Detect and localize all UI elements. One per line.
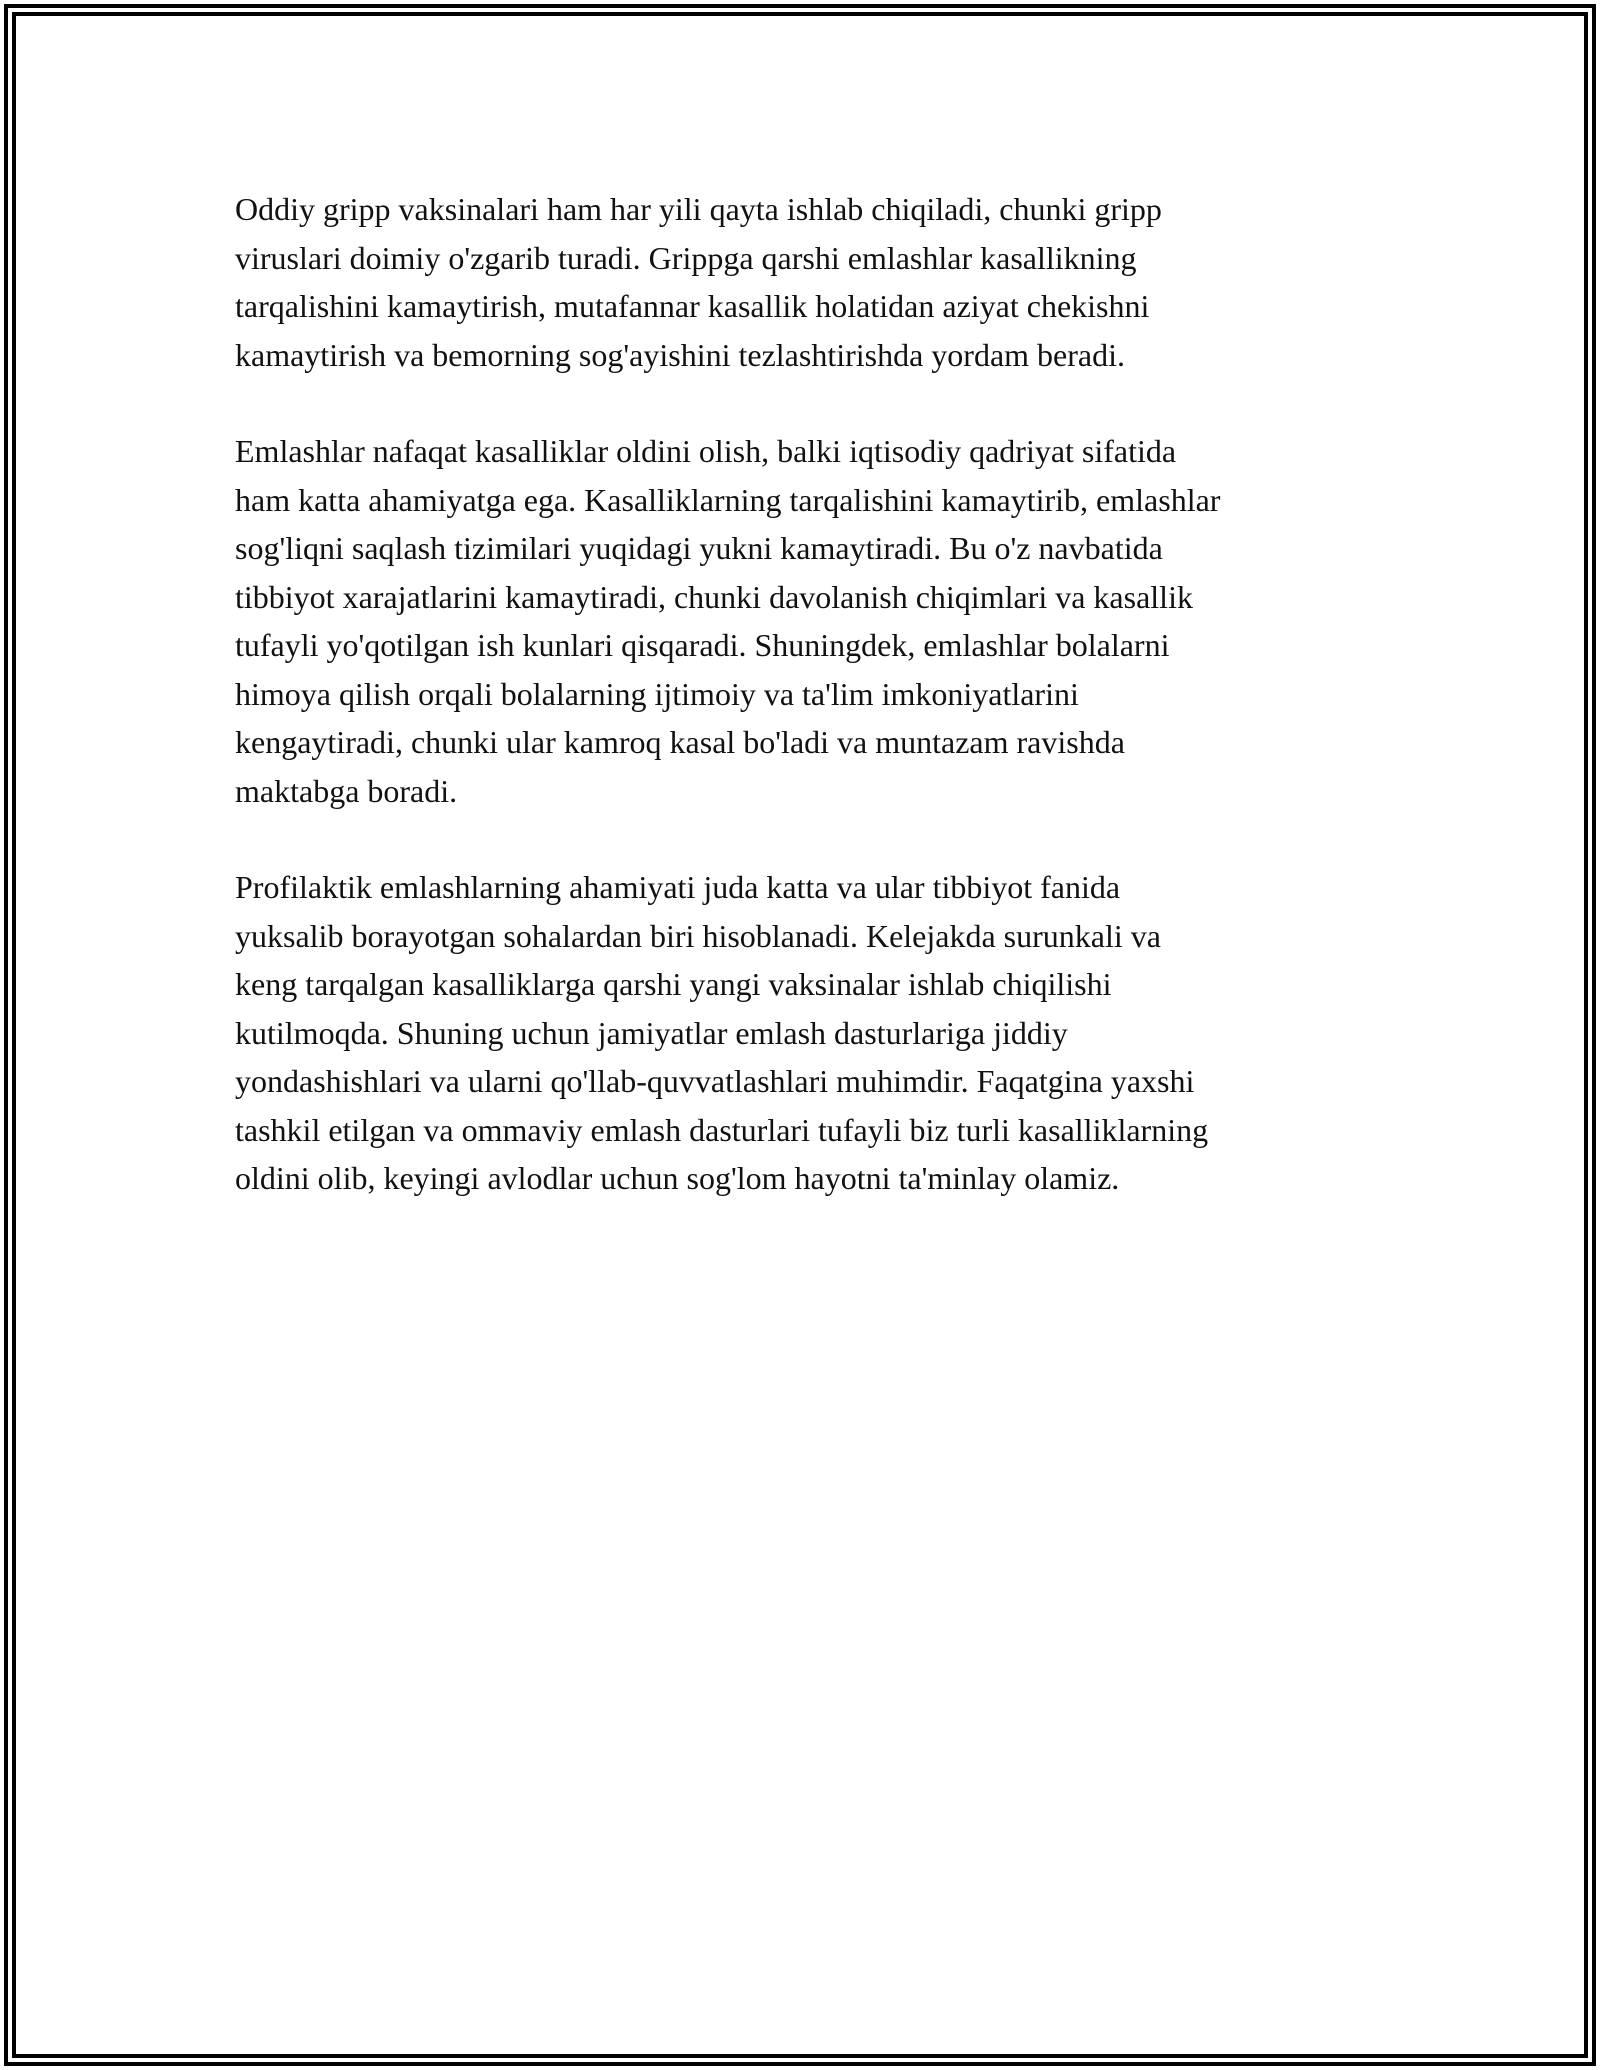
paragraph-prophylactic-importance: Profilaktik emlashlarning ahamiyati juda katta va ular tibbiyot fanida yuksalib borayotgan sohalardan biri hisoblanadi. Kelejakda surunkali va keng tarqalgan kasalliklarga qarshi yangi vaksinalar ishlab chiqilishi kutilmoqda. Shuning uchun jamiyatlar emlash dasturlariga jiddiy yondashishlari va ularni qo'llab-quvvatlashlari muhimdir. Faqatgina yaxshi tashkil etilgan va ommaviy emlash dasturlari tufayli biz turli kasalliklarning oldini olib, keyingi avlodlar uchun sog'lom hayotni ta'minlay olamiz. xyxy=(235,869,1209,1196)
paragraph-economic-value: Emlashlar nafaqat kasalliklar oldini olish, balki iqtisodiy qadriyat sifatida ham katta ahamiyatga ega. Kasalliklarning tarqalishini kamaytirib, emlashlar sog'liqni saqlash tizimilari yuqidagi yukni kamaytiradi. Bu o'z navbatida tibbiyot xarajatlarini kamaytiradi, chunki davolanish chiqimlari va kasallik tufayli yo'qotilgan ish kunlari qisqaradi. Shuningdek, emlashlar bolalarni himoya qilish orqali bolalarning ijtimoiy va ta'lim imkoniyatlarini kengaytiradi, chunki ular kamroq kasal bo'ladi va muntazam ravishda maktabga boradi. xyxy=(235,433,1221,809)
paragraph-flu-vaccines: Oddiy gripp vaksinalari ham har yili qayta ishlab chiqiladi, chunki gripp viruslari doimiy o'zgarib turadi. Grippga qarshi emlashlar kasallikning tarqalishini kamaytirish, mutafannar kasallik holatidan aziyat chekishni kamaytirish va bemorning sog'ayishini tezlashtirishda yordam beradi. xyxy=(235,191,1162,373)
document-body xyxy=(235,185,1375,1251)
